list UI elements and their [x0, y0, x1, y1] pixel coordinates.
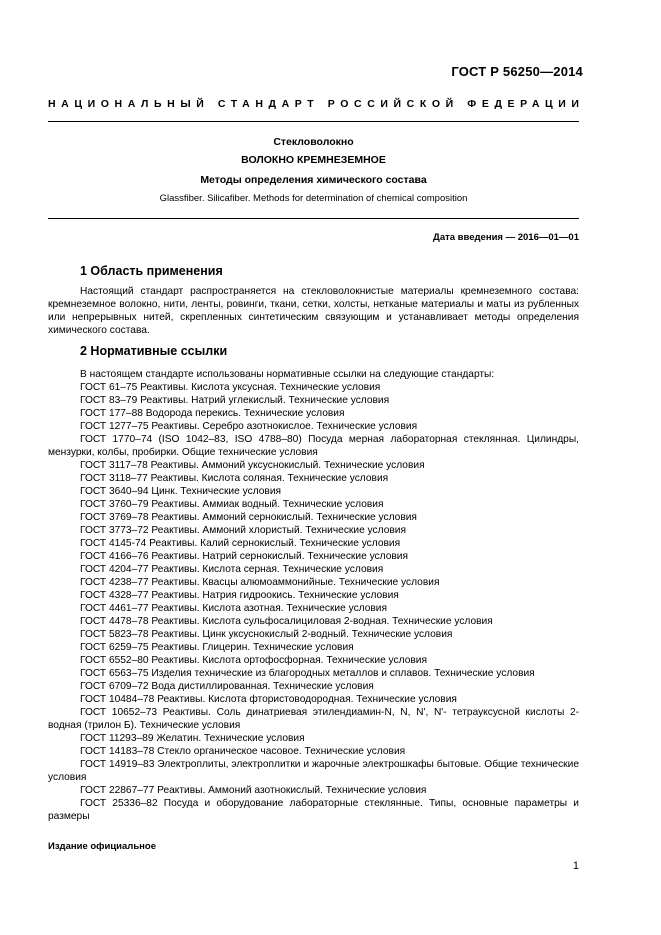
reference-item: ГОСТ 3118–77 Реактивы. Кислота соляная. Технические условия: [80, 473, 389, 484]
reference-item: ГОСТ 3640–94 Цинк. Технические условия: [80, 486, 282, 497]
national-standard-banner: НАЦИОНАЛЬНЫЙ СТАНДАРТ РОССИЙСКОЙ ФЕДЕРАЦИИ: [48, 98, 585, 110]
reference-item: ГОСТ 4145-74 Реактивы. Калий сернокислый. Технические условия: [80, 538, 401, 549]
reference-item: ГОСТ 4238–77 Реактивы. Квасцы алюмоаммонийные. Технические условия: [80, 577, 440, 588]
introduction-date: Дата введения — 2016—01—01: [433, 232, 579, 243]
reference-item: ГОСТ 22867–77 Реактивы. Аммоний азотнокислый. Технические условия: [80, 785, 427, 796]
reference-item: ГОСТ 4478–78 Реактивы. Кислота сульфосалициловая 2-водная. Технические условия: [80, 616, 493, 627]
reference-item: ГОСТ 4166–76 Реактивы. Натрий сернокислый. Технические условия: [80, 551, 408, 562]
reference-item: ГОСТ 1277–75 Реактивы. Серебро азотнокислое. Технические условия: [80, 421, 418, 432]
reference-item: ГОСТ 61–75 Реактивы. Кислота уксусная. Технические условия: [80, 382, 381, 393]
normative-references-list: [48, 381, 579, 823]
title-english: Glassfiber. Silicafiber. Methods for determination of chemical composition: [159, 193, 468, 204]
reference-item: ГОСТ 6259–75 Реактивы. Глицерин. Технические условия: [80, 642, 354, 653]
reference-item: ГОСТ 4328–77 Реактивы. Натрия гидроокись. Технические условия: [80, 590, 399, 601]
reference-item: ГОСТ 3769–78 Реактивы. Аммоний сернокислый. Технические условия: [80, 512, 417, 523]
reference-item: ГОСТ 3117–78 Реактивы. Аммоний уксуснокислый. Технические условия: [80, 460, 425, 471]
reference-item: ГОСТ 4204–77 Реактивы. Кислота серная. Технические условия: [80, 564, 384, 575]
title-line-2: ВОЛОКНО КРЕМНЕЗЕМНОЕ: [241, 154, 386, 166]
reference-item: ГОСТ 10652–73 Реактивы. Соль динатриевая этилендиамин-N, N, N', N'- тетрауксусной кислоты 2-водная (трилон Б). Технические условия: [48, 707, 579, 731]
title-line-1: Стекловолокно: [273, 136, 354, 148]
reference-item: ГОСТ 11293–89 Желатин. Технические условия: [80, 733, 305, 744]
reference-item: ГОСТ 6563–75 Изделия технические из благородных металлов и сплавов. Технические условия: [80, 668, 535, 679]
section-2-heading: 2 Нормативные ссылки: [80, 344, 228, 358]
reference-item: ГОСТ 14183–78 Стекло органическое часовое. Технические условия: [80, 746, 406, 757]
section-2-intro: В настоящем стандарте использованы нормативные ссылки на следующие стандарты:: [80, 369, 495, 380]
reference-item: ГОСТ 3773–72 Реактивы. Аммоний хлористый. Технические условия: [80, 525, 406, 536]
title-line-3: Методы определения химического состава: [200, 174, 427, 186]
reference-item: ГОСТ 14919–83 Электроплиты, электроплитки и жарочные электрошкафы бытовые. Общие технические условия: [48, 759, 579, 783]
reference-item: ГОСТ 3760–79 Реактивы. Аммиак водный. Технические условия: [80, 499, 384, 510]
reference-item: ГОСТ 6709–72 Вода дистиллированная. Технические условия: [80, 681, 374, 692]
reference-item: ГОСТ 5823–78 Реактивы. Цинк уксуснокислый 2-водный. Технические условия: [80, 629, 453, 640]
section-1-text: [48, 285, 579, 337]
reference-item: ГОСТ 10484–78 Реактивы. Кислота фтористоводородная. Технические условия: [80, 694, 457, 705]
reference-item: ГОСТ 25336–82 Посуда и оборудование лабораторные стеклянные. Типы, основные параметры и размеры: [48, 798, 579, 822]
title-divider: [48, 218, 579, 219]
reference-item: ГОСТ 6552–80 Реактивы. Кислота ортофосфорная. Технические условия: [80, 655, 427, 666]
reference-item: ГОСТ 4461–77 Реактивы. Кислота азотная. Технические условия: [80, 603, 388, 614]
section-1-heading: 1 Область применения: [80, 264, 223, 278]
page-number: 1: [572, 860, 579, 872]
section-1-text-body: Настоящий стандарт распространяется на стекловолокнистые материалы кремнеземного состава: кремнеземное волокно, нити, ленты, ровинги, ткани, сетки, холсты, нетканые материалы и маты из рубленных или непрерывных нитей, скрепленных синтетическим связующим и устанавливает методы определения химического состава.: [48, 286, 579, 336]
reference-item: ГОСТ 177–88 Водорода перекись. Технические условия: [80, 408, 345, 419]
edition-note: Издание официальное: [48, 841, 156, 852]
header-divider: [48, 121, 579, 122]
reference-item: ГОСТ 1770–74 (ISO 1042–83, ISO 4788–80) Посуда мерная лабораторная стеклянная. Цилиндры, мензурки, колбы, пробирки. Общие технические условия: [48, 434, 579, 458]
gost-number: ГОСТ Р 56250—2014: [451, 64, 583, 79]
reference-item: ГОСТ 83–79 Реактивы. Натрий углекислый. Технические условия: [80, 395, 390, 406]
